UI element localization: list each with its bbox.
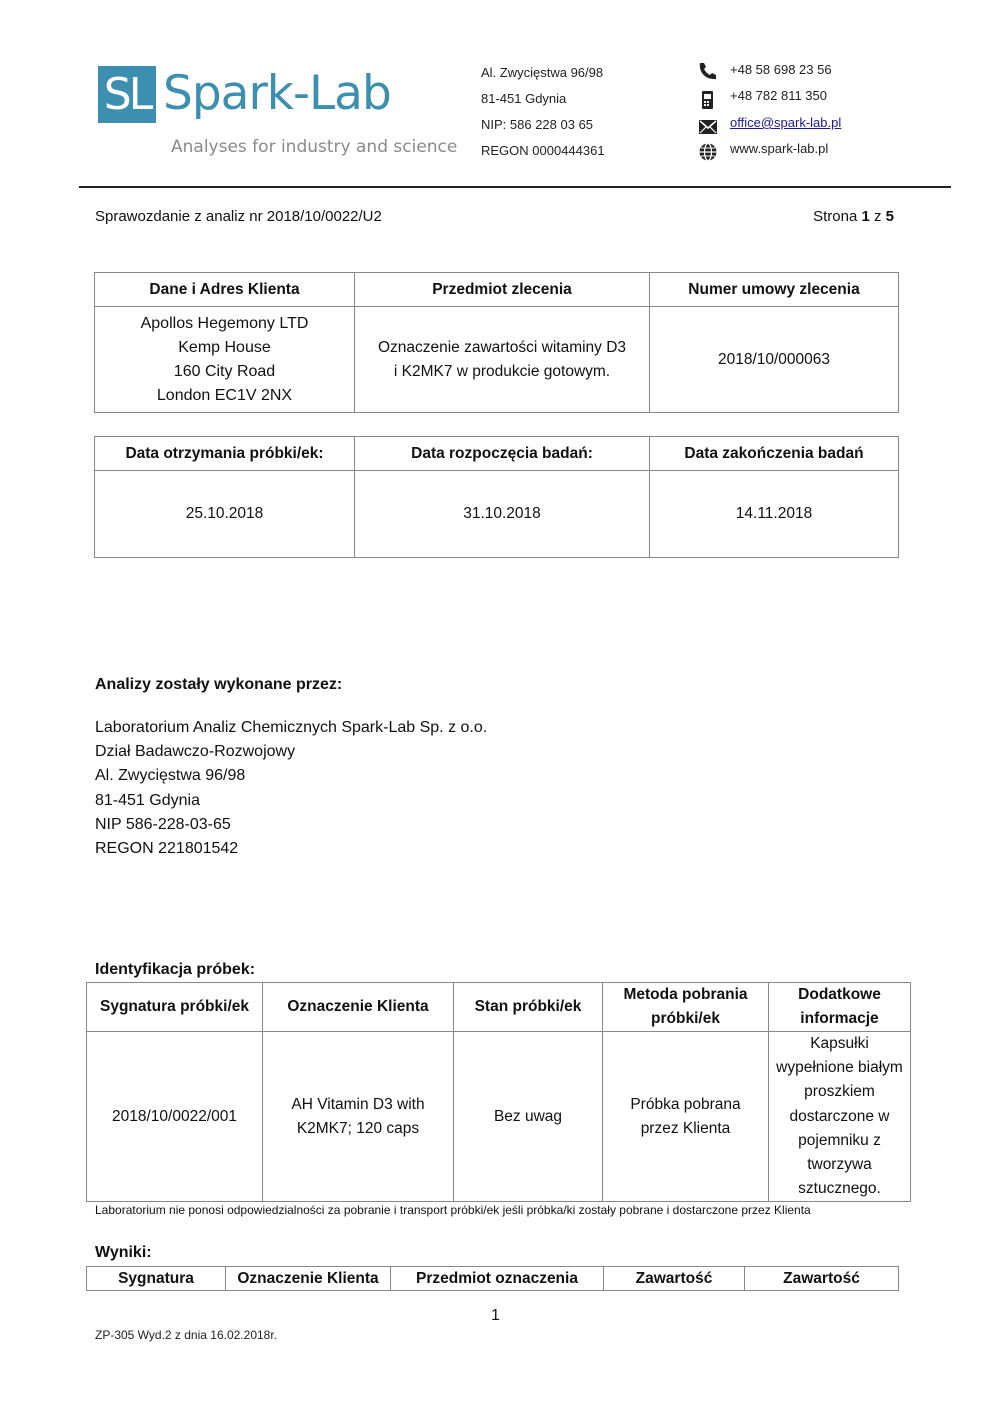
results-header-content-2: Zawartość [745,1267,899,1291]
client-address [95,307,355,413]
liability-note: Laboratorium nie ponosi odpowiedzialności za pobranie i transport próbki/ek jeśli próbka/ki zostały pobrane i dostarczone przez Klienta [95,1203,811,1217]
sample-client-label: AH Vitamin D3 with K2MK7; 120 caps [263,1032,454,1202]
lab-line: 81-451 Gdynia [95,791,200,809]
contact-web: www.spark-lab.pl [730,141,829,156]
header-signature: Sygnatura próbki/ek [87,983,263,1032]
page-separator: z [873,208,882,225]
client-city: London EC1V 2NX [156,386,293,404]
page-current: 1 [861,208,870,225]
globe-icon [697,142,719,162]
contact-email-link[interactable]: office@spark-lab.pl [730,115,842,130]
lab-line: NIP 586-228-03-65 [95,815,231,833]
results-header-client: Oznaczenie Klienta [226,1267,391,1291]
results-header-subject: Przedmiot oznaczenia [391,1267,604,1291]
contract-number: 2018/10/000063 [650,307,899,413]
page-number: 1 [491,1307,500,1324]
page-prefix: Strona [813,208,858,225]
date-received: 25.10.2018 [95,471,355,558]
sample-signature: 2018/10/0022/001 [87,1032,263,1202]
results-title: Wyniki: [95,1244,152,1261]
samples-table [86,982,911,1202]
header-divider [79,186,951,188]
contact-phone: +48 58 698 23 56 [730,62,832,77]
header-client-label: Oznaczenie Klienta [263,983,454,1032]
results-table [86,1266,899,1291]
client-street-2: 160 City Road [173,362,276,380]
header-state: Stan próbki/ek [454,983,603,1032]
order-subject [355,307,650,413]
results-header-signature: Sygnatura [87,1267,226,1291]
header-method: Metoda pobrania próbki/ek [603,983,769,1032]
envelope-icon [697,117,719,137]
header-subject: Przedmiot zlecenia [355,273,650,307]
report-number: Sprawozdanie z analiz nr 2018/10/0022/U2 [95,208,382,225]
mobile-icon [697,90,719,110]
header-start: Data rozpoczęcia badań: [355,437,650,471]
dates-table [94,436,899,558]
logo-tagline: Analyses for industry and science [171,137,458,157]
client-table [94,272,899,413]
document-footer: ZP-305 Wyd.2 z dnia 16.02.2018r. [95,1328,278,1342]
header-end: Data zakończenia badań [650,437,899,471]
subject-line-2: i K2MK7 w produkcie gotowym. [393,362,611,380]
logo-name: Spark-Lab [163,66,391,121]
contact-mobile: +48 782 811 350 [730,88,827,103]
header-received: Data otrzymania próbki/ek: [95,437,355,471]
results-header-content-1: Zawartość [604,1267,745,1291]
page-indicator [813,208,894,225]
header-client: Dane i Adres Klienta [95,273,355,307]
date-start: 31.10.2018 [355,471,650,558]
date-end: 14.11.2018 [650,471,899,558]
client-street-1: Kemp House [178,338,271,356]
lab-line: Laboratorium Analiz Chemicznych Spark-Lab Sp. z o.o. [95,719,488,736]
header-contract: Numer umowy zlecenia [650,273,899,307]
logo-mark: SL [98,66,156,123]
phone-icon [697,61,719,81]
address-regon: REGON 0000444361 [481,143,605,158]
address-nip: NIP: 586 228 03 65 [481,117,594,132]
sample-info: Kapsułki wypełnione białym proszkiem dostarczone w pojemniku z tworzywa sztucznego. [769,1032,911,1202]
lab-address [95,716,487,861]
page-total: 5 [885,208,894,225]
lab-line: Dział Badawczo-Rozwojowy [95,743,296,761]
sample-state: Bez uwag [454,1032,603,1202]
subject-line-1: Oznaczenie zawartości witaminy D3 [377,338,627,356]
header-info: Dodatkowe informacje [769,983,911,1032]
lab-line: REGON 221801542 [95,840,239,858]
lab-line: Al. Zwycięstwa 96/98 [95,767,246,785]
samples-title: Identyfikacja próbek: [95,961,256,978]
sample-method: Próbka pobrana przez Klienta [603,1032,769,1202]
lab-title: Analizy zostały wykonane przez: [95,676,343,693]
address-street: Al. Zwycięstwa 96/98 [481,65,604,80]
address-city: 81-451 Gdynia [481,91,567,106]
client-name: Apollos Hegemony LTD [140,314,309,332]
